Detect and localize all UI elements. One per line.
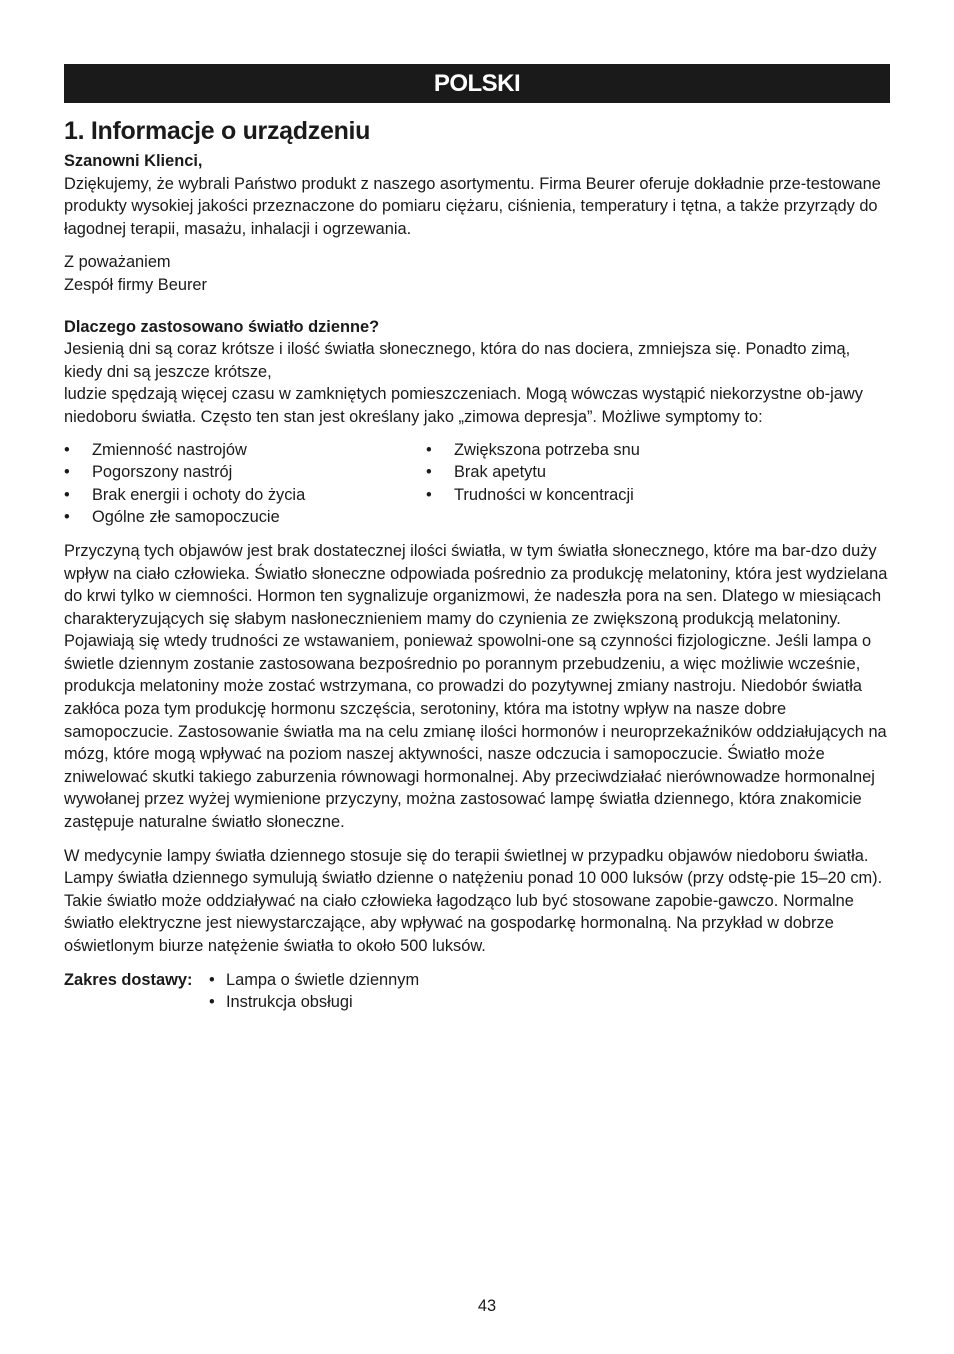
intro-paragraph: Dziękujemy, że wybrali Państwo produkt z naszego asortymentu. Firma Beurer oferuje dokładnie prze-testowane produkty wysokiej jakości przeznaczone do pomiaru ciężaru, ciśnienia, temperatury i tętna, a także przyrządy do łagodnej terapii, masażu, inhalacji i ogrzewania. [64, 174, 881, 238]
daylight-paragraph-1b: ludzie spędzają więcej czasu w zamkniętych pomieszczeniach. Mogą wówczas wystąpić niekorzystne ob-jawy niedoboru światła. Często ten stan jest określany jako „zimowa depresja”. Możliwe symptomy to: [64, 385, 863, 426]
symptoms-list [64, 439, 890, 529]
symptoms-column-right [426, 439, 640, 529]
list-item: • Brak energii i ochoty do życia [64, 484, 426, 507]
delivery-label: Zakres dostawy: [64, 970, 193, 989]
list-item: • Zmienność nastrojów [64, 439, 426, 462]
language-label: POLSKI [433, 69, 521, 97]
daylight-heading: Dlaczego zastosowano światło dzienne? [64, 317, 380, 336]
list-item: • Instrukcja obsługi [209, 991, 419, 1014]
section-title: 1. Informacje o urządzeniu [64, 117, 371, 145]
regards-line: Z poważaniem [64, 253, 171, 272]
page-number: 43 [477, 1297, 497, 1315]
language-header-bar [64, 64, 890, 103]
symptoms-column-left [64, 439, 426, 529]
daylight-paragraph-1a: Jesienią dni są coraz krótsze i ilość światła słonecznego, która do nas dociera, zmniejsza się. Ponadto zimą, kiedy dni są jeszcze krótsze, [64, 340, 851, 381]
list-item: • Zwiększona potrzeba snu [426, 439, 640, 462]
list-item: • Brak apetytu [426, 461, 640, 484]
page-content [64, 115, 890, 1014]
greeting: Szanowni Klienci, [64, 152, 203, 170]
daylight-paragraph-2: Przyczyną tych objawów jest brak dostatecznej ilości światła, w tym światła słonecznego, które ma bar-dzo duży wpływ na ciało człowieka. Światło słoneczne odpowiada pośrednio za produkcję melatoniny, która jest wydzielana do krwi tylko w ciemności. Hormon ten sygnalizuje organizmowi, że nadeszła pora na sen. Dlatego w miesiącach charakteryzujących się słabym nasłonecznieniem mamy do czynienia ze zwiększoną produkcją melatoniny. Pojawiają się wtedy trudności ze wstawaniem, ponieważ spowolni-one są czynności fizjologiczne. Jeśli lampa o świetle dziennym zostanie zastosowana bezpośrednio po porannym przebudzeniu, a więc możliwie wcześnie, produkcja melatoniny może zostać wstrzymana, co prowadzi do pozytywnej zmiany nastroju. Niedobór światła zakłóca poza tym produkcję hormonu szczęścia, serotoniny, która ma istotny wpływ na nasze dobre samopoczucie. Zastosowanie światła ma na celu zmianę ilości hormonów i neuroprzekaźników oddziałujących na mózg, które mogą wpływać na poziom naszej aktywności, nasze odczucia i samopoczucie. Światło może zniwelować skutki takiego zaburzenia równowagi hormonalnej. Aby przeciwdziałać nierównowadze hormonalnej wywołanej przez wyżej wymienione przyczyny, można zastosować lampę światła dziennego, która znakomicie zastępuje naturalne światło słoneczne. [64, 541, 888, 832]
list-item: • Pogorszony nastrój [64, 461, 426, 484]
list-item: • Trudności w koncentracji [426, 484, 640, 507]
daylight-paragraph-3: W medycynie lampy światła dziennego stosuje się do terapii świetlnej w przypadku objawów niedoboru światła. Lampy światła dziennego symulują światło dzienne o natężeniu ponad 10 000 luksów (przy odstę-pie 15–20 cm). Takie światło może oddziaływać na ciało człowieka łagodząco lub być stosowane zapobie-gawczo. Normalne światło elektryczne jest niewystarczające, aby wpływać na gospodarkę hormonalną. Na przykład w dobrze oświetlonym biurze natężenie światła to około 500 luksów. [64, 846, 883, 955]
signature-line: Zespół firmy Beurer [64, 275, 208, 294]
delivery-scope [64, 969, 890, 1014]
list-item: • Lampa o świetle dziennym [209, 969, 419, 992]
list-item: • Ogólne złe samopoczucie [64, 506, 426, 529]
delivery-items [209, 969, 419, 1014]
